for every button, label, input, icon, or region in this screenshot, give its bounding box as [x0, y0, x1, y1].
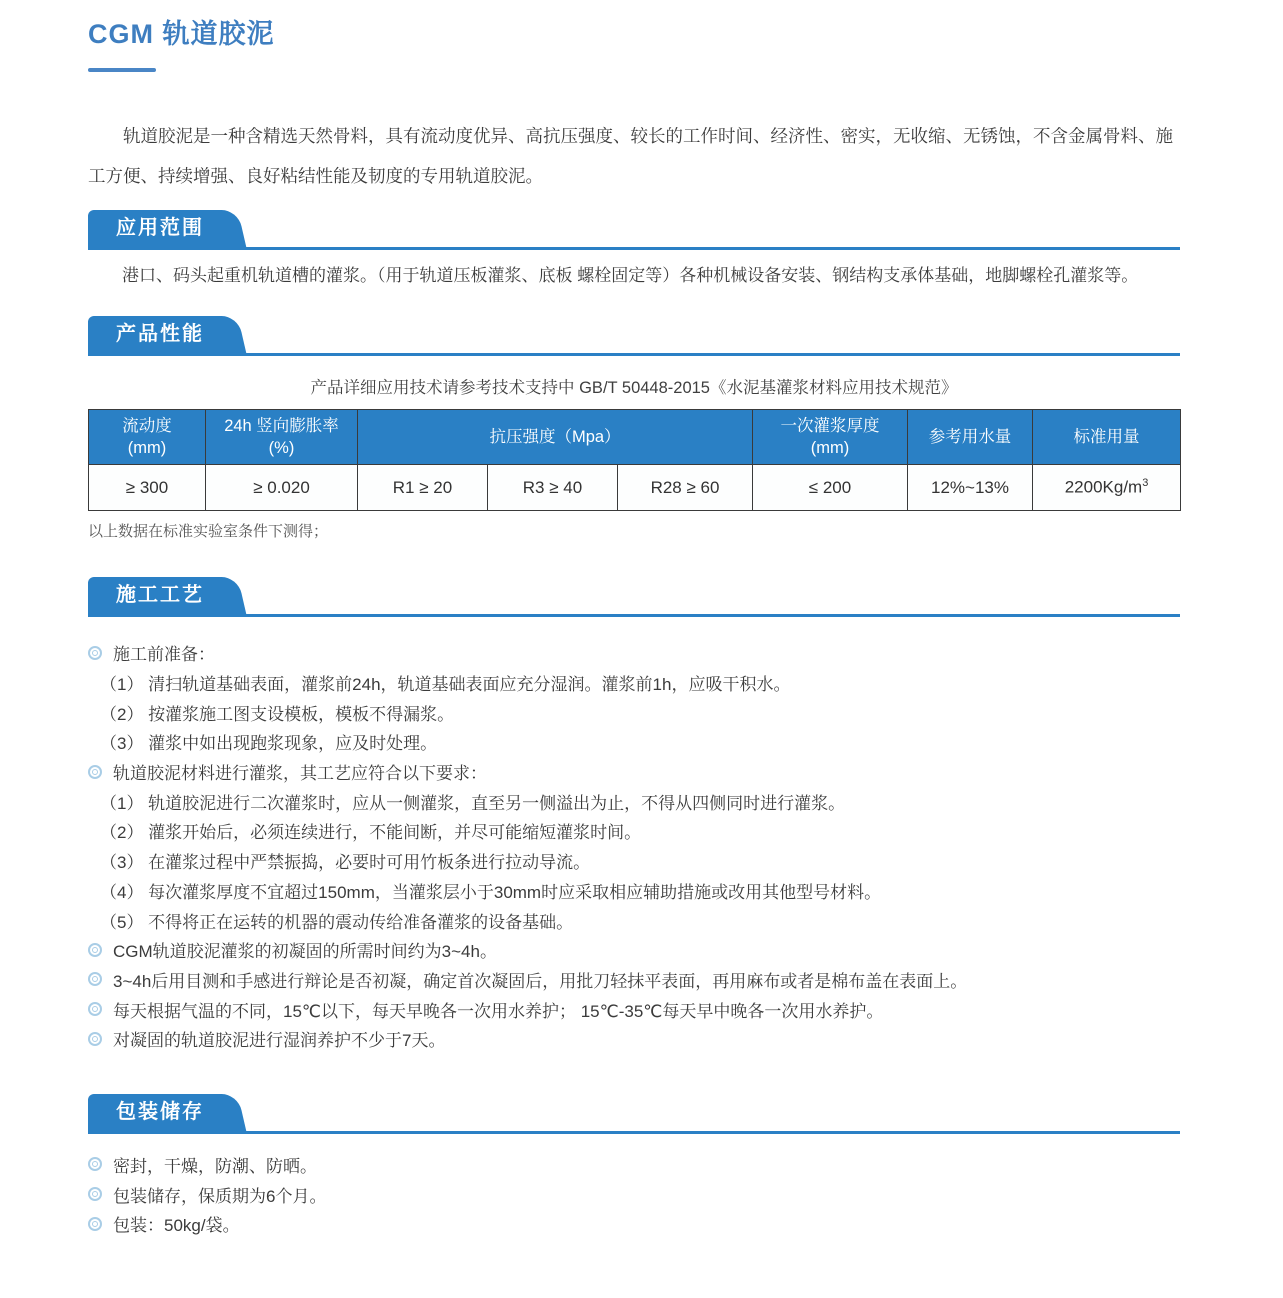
double-circle-bullet-icon [88, 765, 102, 779]
table-data-row [89, 465, 1181, 511]
double-circle-bullet-icon [88, 1032, 102, 1046]
packaging-item [88, 1150, 1180, 1180]
process-step-text: 施工前准备： [113, 645, 215, 665]
col-header-thickness-label: 一次灌浆厚度 [780, 417, 880, 435]
double-circle-bullet-icon [88, 943, 102, 957]
packaging-item [88, 1209, 1180, 1239]
col-header-thickness-unit: (mm) [810, 439, 850, 457]
cell-dosage-base: 2200Kg/m [1064, 477, 1143, 497]
section-tab-performance: 产品性能 [88, 316, 220, 353]
process-steps-list [88, 638, 1180, 1054]
packaging-item-text: 包装储存，保质期为6个月。 [113, 1186, 327, 1206]
double-circle-bullet-icon [88, 1002, 102, 1016]
process-step-text: （4） 每次灌浆厚度不宜超过150mm，当灌浆层小于30mm时应采取相应辅助措施或改用其他型号材料。 [100, 882, 882, 902]
packaging-item [88, 1179, 1180, 1209]
process-step [88, 965, 1180, 995]
section-tab-application: 应用范围 [88, 210, 220, 247]
col-header-dosage: 标准用量 [1033, 410, 1181, 465]
cell-expansion: ≥ 0.020 [206, 465, 358, 511]
process-step [88, 757, 1180, 787]
process-step [88, 638, 1180, 668]
process-step [88, 668, 1180, 698]
section-tab-process: 施工工艺 [88, 577, 220, 614]
cell-r28: R28 ≥ 60 [618, 465, 753, 511]
title-underline [88, 68, 156, 72]
process-step-text: （1） 轨道胶泥进行二次灌浆时，应从一侧灌浆，直至另一侧溢出为止，不得从四侧同时进行灌浆。 [100, 793, 846, 813]
cell-dosage [1033, 465, 1181, 511]
document-page [0, 18, 1283, 1298]
cell-water: 12%~13% [908, 465, 1033, 511]
process-step-text: 轨道胶泥材料进行灌浆，其工艺应符合以下要求： [113, 764, 487, 784]
page-title: CGM 轨道胶泥 [88, 19, 275, 49]
col-header-flow [89, 410, 206, 465]
process-step-text: （1） 清扫轨道基础表面，灌浆前24h，轨道基础表面应充分湿润。灌浆前1h，应吸干积水。 [100, 675, 791, 695]
application-text: 港口、码头起重机轨道槽的灌浆。（用于轨道压板灌浆、底板 螺栓固定等）各种机械设备安装、钢结构支承体基础，地脚螺栓孔灌浆等。 [122, 266, 1139, 285]
process-step-text: （2） 按灌浆施工图支设模板，模板不得漏浆。 [100, 704, 455, 724]
intro-paragraph: 轨道胶泥是一种含精选天然骨料，具有流动度优异、高抗压强度、较长的工作时间、经济性、密实，无收缩、无锈蚀，不含金属骨料、施工方便、持续增强、良好粘结性能及韧度的专用轨道胶泥。 [88, 126, 1173, 186]
process-step [88, 727, 1180, 757]
col-header-thickness [753, 410, 908, 465]
process-step [88, 786, 1180, 816]
process-step-text: 对凝固的轨道胶泥进行湿润养护不少于7天。 [113, 1031, 446, 1051]
process-step [88, 816, 1180, 846]
double-circle-bullet-icon [88, 1217, 102, 1231]
double-circle-bullet-icon [88, 1187, 102, 1201]
process-step-text: （3） 在灌浆过程中严禁振捣，必要时可用竹板条进行拉动导流。 [100, 853, 591, 873]
packaging-item-text: 密封，干燥，防潮、防晒。 [113, 1156, 317, 1176]
double-circle-bullet-icon [88, 1157, 102, 1171]
process-step [88, 876, 1180, 906]
col-header-flow-label: 流动度 [122, 417, 172, 435]
process-step [88, 697, 1180, 727]
section-head-packaging [88, 1094, 1180, 1134]
process-step [88, 935, 1180, 965]
cell-r3: R3 ≥ 40 [488, 465, 618, 511]
col-header-strength: 抗压强度（Mpa） [358, 410, 753, 465]
process-step-text: 每天根据气温的不同，15℃以下，每天早晚各一次用水养护； 15℃-35℃每天早中晚各一次用水养护。 [113, 1001, 884, 1021]
table-header-row [89, 410, 1181, 465]
process-step-text: （5） 不得将正在运转的机器的震动传给准备灌浆的设备基础。 [100, 912, 574, 932]
process-step-text: 3~4h后用目测和手感进行辩论是否初凝，确定首次凝固后，用批刀轻抹平表面，再用麻布或者是棉布盖在表面上。 [113, 971, 968, 991]
col-header-expansion [206, 410, 358, 465]
process-step [88, 905, 1180, 935]
process-step-text: （2） 灌浆开始后，必须连续进行，不能间断，并尽可能缩短灌浆时间。 [100, 823, 642, 843]
table-note: 以上数据在标准实验室条件下测得； [88, 523, 329, 540]
packaging-list [88, 1150, 1180, 1239]
performance-table [88, 409, 1181, 511]
cell-r1: R1 ≥ 20 [358, 465, 488, 511]
performance-reference-text: 产品详细应用技术请参考技术支持中 GB/T 50448-2015《水泥基灌浆材料应用技术规范》 [310, 379, 958, 397]
process-step [88, 1024, 1180, 1054]
process-step [88, 846, 1180, 876]
double-circle-bullet-icon [88, 972, 102, 986]
col-header-expansion-unit: (%) [268, 439, 295, 457]
col-header-expansion-label: 24h 竖向膨胀率 [224, 417, 339, 435]
cell-thickness: ≤ 200 [753, 465, 908, 511]
section-head-performance [88, 316, 1180, 356]
packaging-item-text: 包装：50kg/袋。 [113, 1216, 240, 1236]
process-step-text: CGM轨道胶泥灌浆的初凝固的所需时间约为3~4h。 [113, 942, 497, 962]
section-head-application [88, 210, 1180, 250]
section-head-process [88, 577, 1180, 617]
process-step-text: （3） 灌浆中如出现跑浆现象，应及时处理。 [100, 734, 438, 754]
process-step [88, 994, 1180, 1024]
col-header-flow-unit: (mm) [127, 439, 167, 457]
cell-dosage-sup: 3 [1142, 477, 1149, 490]
section-tab-packaging: 包装储存 [88, 1094, 220, 1131]
col-header-water: 参考用水量 [908, 410, 1033, 465]
double-circle-bullet-icon [88, 646, 102, 660]
cell-flow: ≥ 300 [89, 465, 206, 511]
